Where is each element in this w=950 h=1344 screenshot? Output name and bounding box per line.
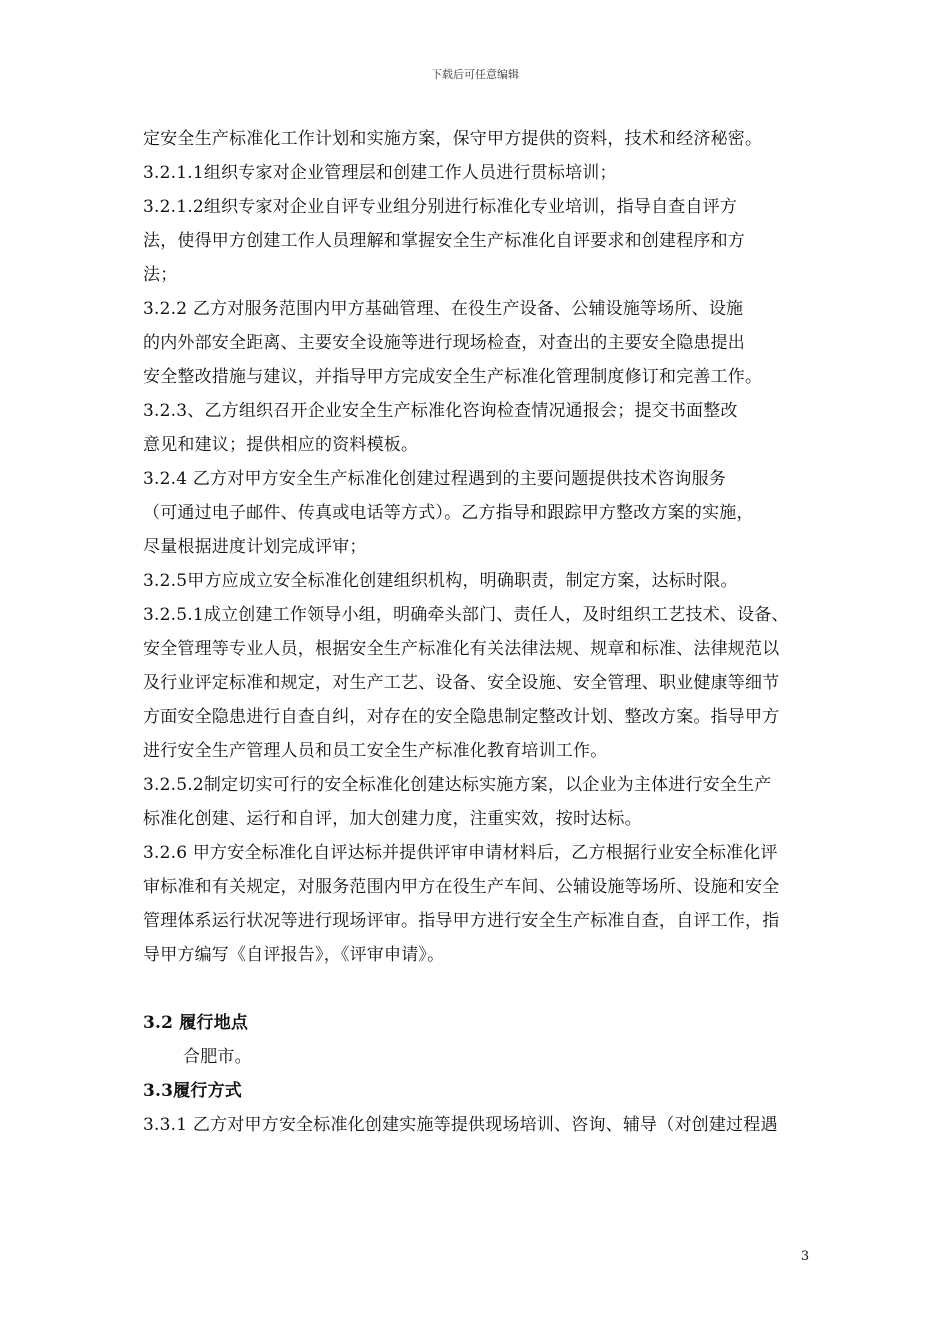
paragraph-line: 3.2.4 乙方对甲方安全生产标准化创建过程遇到的主要问题提供技术咨询服务 [143,469,727,489]
page-number: 3 [800,1249,810,1264]
paragraph-line: 审标准和有关规定，对服务范围内甲方在役生产车间、公辅设施等场所、设施和安全 [143,877,780,897]
paragraph-line: 方面安全隐患进行自查自纠，对存在的安全隐患制定整改计划、整改方案。指导甲方 [143,707,780,727]
paragraph-line: 进行安全生产管理人员和员工安全生产标准化教育培训工作。 [143,741,608,761]
paragraph-line: 3.2.5.1成立创建工作领导小组，明确牵头部门、责任人，及时组织工艺技术、设备、 [143,605,789,625]
page-header: 下载后可任意编辑 [431,68,519,81]
paragraph-line: 法； [143,265,178,285]
section-text-3-2: 合肥市。 [183,1047,252,1067]
paragraph-line: 法，使得甲方创建工作人员理解和掌握安全生产标准化自评要求和创建程序和方 [143,231,745,251]
section-spacer [143,972,868,1006]
paragraph-line: 定安全生产标准化工作计划和实施方案，保守甲方提供的资料，技术和经济秘密。 [143,129,763,149]
paragraph-line: 导甲方编写《自评报告》，《评审申请》。 [143,945,445,965]
paragraph-line: 标准化创建、运行和自评，加大创建力度，注重实效，按时达标。 [143,809,642,829]
paragraph-line: 3.2.2 乙方对服务范围内甲方基础管理、在役生产设备、公辅设施等场所、设施 [143,299,744,319]
paragraph-line: 3.2.5.2制定切实可行的安全标准化创建达标实施方案，以企业为主体进行安全生产 [143,775,772,795]
paragraph-line: 3.2.5甲方应成立安全标准化创建组织机构，明确职责，制定方案，达标时限。 [143,571,738,591]
section-heading-3-3: 3.3履行方式 [143,1081,242,1101]
section-text-3-3: 3.3.1 乙方对甲方安全标准化创建实施等提供现场培训、咨询、辅导（对创建过程遇 [143,1115,778,1135]
paragraph-line: 安全管理等专业人员，根据安全生产标准化有关法律法规、规章和标准、法律规范以 [143,639,780,659]
paragraph-line: （可通过电子邮件、传真或电话等方式）。乙方指导和跟踪甲方整改方案的实施， [143,503,754,523]
paragraph-line: 及行业评定标准和规定，对生产工艺、设备、安全设施、安全管理、职业健康等细节 [143,673,780,693]
paragraph-line: 的内外部安全距离、主要安全设施等进行现场检查，对查出的主要安全隐患提出 [143,333,745,353]
paragraph-line: 尽量根据进度计划完成评审； [143,537,367,557]
section-heading-3-2: 3.2 履行地点 [143,1013,249,1033]
paragraph-line: 3.2.1.1组织专家对企业管理层和创建工作人员进行贯标培训； [143,163,617,183]
paragraph-line: 管理体系运行状况等进行现场评审。指导甲方进行安全生产标准自查，自评工作，指 [143,911,780,931]
paragraph-line: 3.2.3、乙方组织召开企业安全生产标准化咨询检查情况通报会；提交书面整改 [143,401,738,421]
paragraph-line: 安全整改措施与建议，并指导甲方完成安全生产标准化管理制度修订和完善工作。 [143,367,763,387]
document-body [143,122,868,1142]
paragraph-line: 3.2.6 甲方安全标准化自评达标并提供评审申请材料后，乙方根据行业安全标准化评 [143,843,778,863]
paragraph-line: 3.2.1.2组织专家对企业自评专业组分别进行标准化专业培训，指导自查自评方 [143,197,738,217]
paragraph-line: 意见和建议；提供相应的资料模板。 [143,435,419,455]
